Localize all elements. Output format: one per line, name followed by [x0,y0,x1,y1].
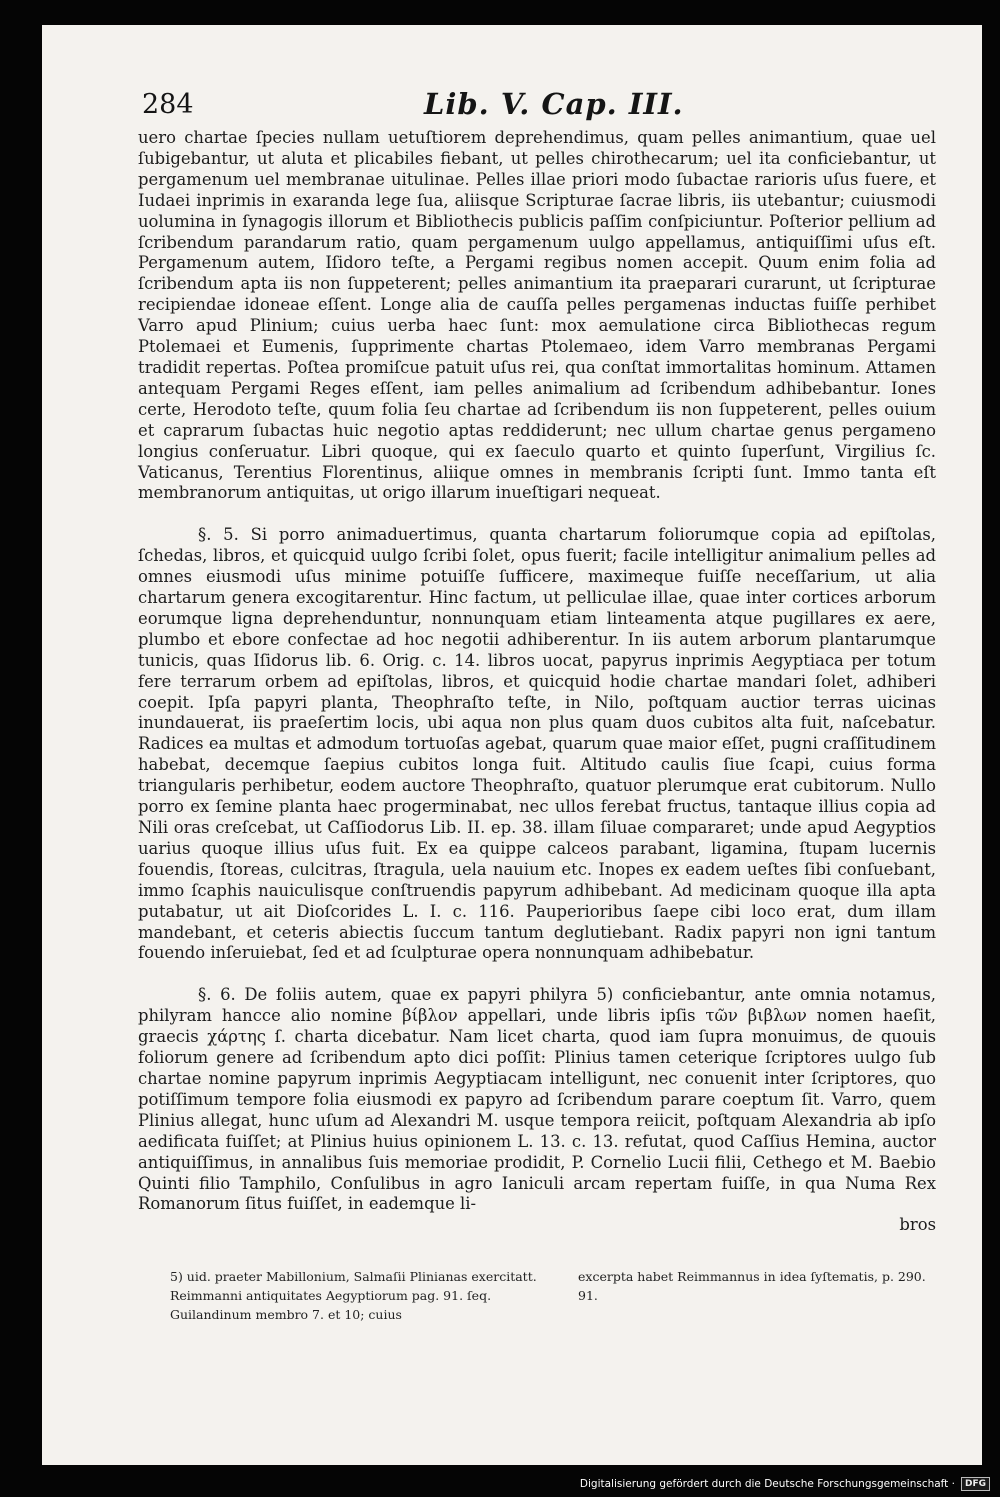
paragraph-section-6: §. 6. De foliis autem, quae ex papyri philyra 5) conficiebantur, ante omnia notamus, philyram hancce alio nomine βίβλον appellari, unde libris ipſis τῶν βιβλων nomen haeſit, graecis χάρτης ſ. charta dicebatur. Nam licet charta, quod iam ſupra monuimus, de quouis foliorum genere ad ſcribendum apto dici poſſit: Plinius tamen ceterique ſcriptores uulgo ſub chartae nomine papyrum inprimis Aegyptiacam intelligunt, nec conuenit inter ſcriptores, quo potiſſimum tempore folia eiusmodi ex papyro ad ſcribendum parare coeptum ſit. Varro, quem Plinius allegat, hunc uſum ad Alexandri M. usque tempora reiicit, poſtquam Alexandria ab ipſo aedificata fuiſſet; at Plinius huius opinionem L. 13. c. 13. refutat, quod Caſſius Hemina, auctor antiquiſſimus, in annalibus ſuis memoriae prodidit, P. Cornelio Lucii filii, Cethego et M. Baebio Quinti filio Tamphilo, Conſulibus in agro Ianiculi arcam repertam fuiſſe, in qua Numa Rex Romanorum ſitus fuiſſet, in eademque li- [138,985,936,1214]
main-text [138,128,936,1236]
footnote-right: excerpta habet Reimmannus in idea ſyſtematis, p. 290. 91. [578,1269,926,1303]
page-header [142,87,922,127]
footnote-left: 5) uid. praeter Mabillonium, Salmaſii Plinianas exercitatt. Reimmanni antiquitates Aegyptiorum pag. 91. ſeq. Guilandinum membro 7. et 10; cuius [170,1269,537,1322]
credit-text: Digitalisierung gefördert durch die Deutsche Forschungsgemeinschaft · [579,1478,955,1490]
running-title: Lib. V. Cap. III. [424,87,684,121]
digitization-credit [580,1477,990,1491]
book-page [42,25,982,1465]
dfg-logo-icon: DFG [961,1477,990,1491]
paragraph-continuation: uero chartae ſpecies nullam uetuſtiorem deprehendimus, quam pelles animantium, quae uel ſubigebantur, ut aluta et plicabiles fiebant, ut pelles chirothecarum; uel ita conficiebantur, ut pergamenum uel membranae uitulinae. Pelles illae priori modo ſubactae rarioris uſus fuere, et Iudaei inprimis in exaranda lege ſua, aliisque Scripturae ſacrae libris, iis utebantur; cuiusmodi uolumina in ſynagogis illorum et Bibliothecis publicis paſſim conſpiciuntur. Poſterior pellium ad ſcribendum parandarum ratio, quam pergamenum uulgo appellamus, antiquiſſimi uſus eſt. Pergamenum autem, Iſidoro teſte, a Pergami regibus nomen accepit. Quum enim folia ad ſcribendum apta iis non ſuppeterent; pelles animantium ita praeparari curarunt, ut ſcripturae recipiendae idoneae eſſent. Longe alia de cauſſa pelles pergamenas inductas fuiſſe perhibet Varro apud Plinium; cuius uerba haec ſunt: mox aemulatione circa Bibliothecas regum Ptolemaei et Eumenis, ſupprimente chartas Ptolemaeo, idem Varro membranas Pergami tradidit repertas. Poſtea promiſcue patuit uſus rei, qua conſtat immortalitas hominum. Attamen antequam Pergami Reges eſſent, iam pelles animalium ad ſcribendum adhibebantur. Iones certe, Herodoto teſte, quum folia ſeu chartae ad ſcribendum iis non ſuppeterent, pelles ouium et caprarum ſubactas huic negotio aptas reddiderunt; nec ullum chartae genus pergameno longius conſeruatur. Libri quoque, qui ex ſaeculo quarto et quinto ſuperſunt, Virgilius ſc. Vaticanus, Terentius Florentinus, aliique omnes in membranis ſcripti ſunt. Immo tanta eſt membranorum antiquitas, ut origo illarum inueſtigari nequeat. [138,128,936,503]
catchword: bros [899,1215,936,1235]
paragraph-section-5: §. 5. Si porro animaduertimus, quanta chartarum foliorumque copia ad epiſtolas, ſchedas, libros, et quicquid uulgo ſcribi ſolet, opus fuerit; facile intelligitur animalium pelles ad omnes eiusmodi uſus minime potuiſſe ſufficere, maximeque fuiſſe neceſſarium, ut alia chartarum genera excogitarentur. Hinc factum, ut pelliculae illae, quae inter cortices arborum eorumque ligna deprehenduntur, nonnunquam etiam linteamenta atque pugillares ex aere, plumbo et ebore confectae ad hoc negotii adhiberentur. In iis autem arborum plantarumque tunicis, quas Iſidorus lib. 6. Orig. c. 14. libros uocat, papyrus inprimis Aegyptiaca per totum fere terrarum orbem ad epiſtolas, libros, et quicquid hodie chartae mandari ſolet, adhiberi coepit. Ipſa papyri planta, Theophraſto teſte, in Nilo, poſtquam auctior terras uicinas inundauerat, iis praeſertim locis, ubi aqua non plus quam duos cubitos alta fuit, naſcebatur. Radices ea multas et admodum tortuoſas agebat, quarum quae maior eſſet, pugni craſſitudinem habebat, decemque ſaepius cubitos longa fuit. Altitudo caulis ſiue ſcapi, cuius forma triangularis perhibetur, eodem auctore Theophraſto, quatuor plerumque erat cubitorum. Nullo porro ex ſemine planta haec progerminabat, nec ullos ferebat fructus, tantaque illius copia ad Nili oras creſcebat, ut Caſſiodorus Lib. II. ep. 38. illam ſiluae compararet; unde apud Aegyptios uarius quoque illius uſus fuit. Ex ea quippe calceos parabant, ligamina, ſtupam lucernis fouendis, ſtoreas, culcitras, ſtragula, uela nauium etc. Inopes ex eadem ueſtes ſibi conſuebant, immo ſcaphis nauiculisque conſtruendis papyrum adhibebant. Ad medicinam quoque illa apta putabatur, ut ait Dioſcorides L. I. c. 116. Pauperioribus ſaepe cibi loco erat, dum illam mandebant, et ceteris abiectis ſuccum tantum deglutiebant. Radix papyri non igni tantum fouendo inſeruiebat, ſed et ad ſculpturae opera nonnunquam adhibebatur. [138,525,936,963]
page-number: 284 [142,89,194,120]
